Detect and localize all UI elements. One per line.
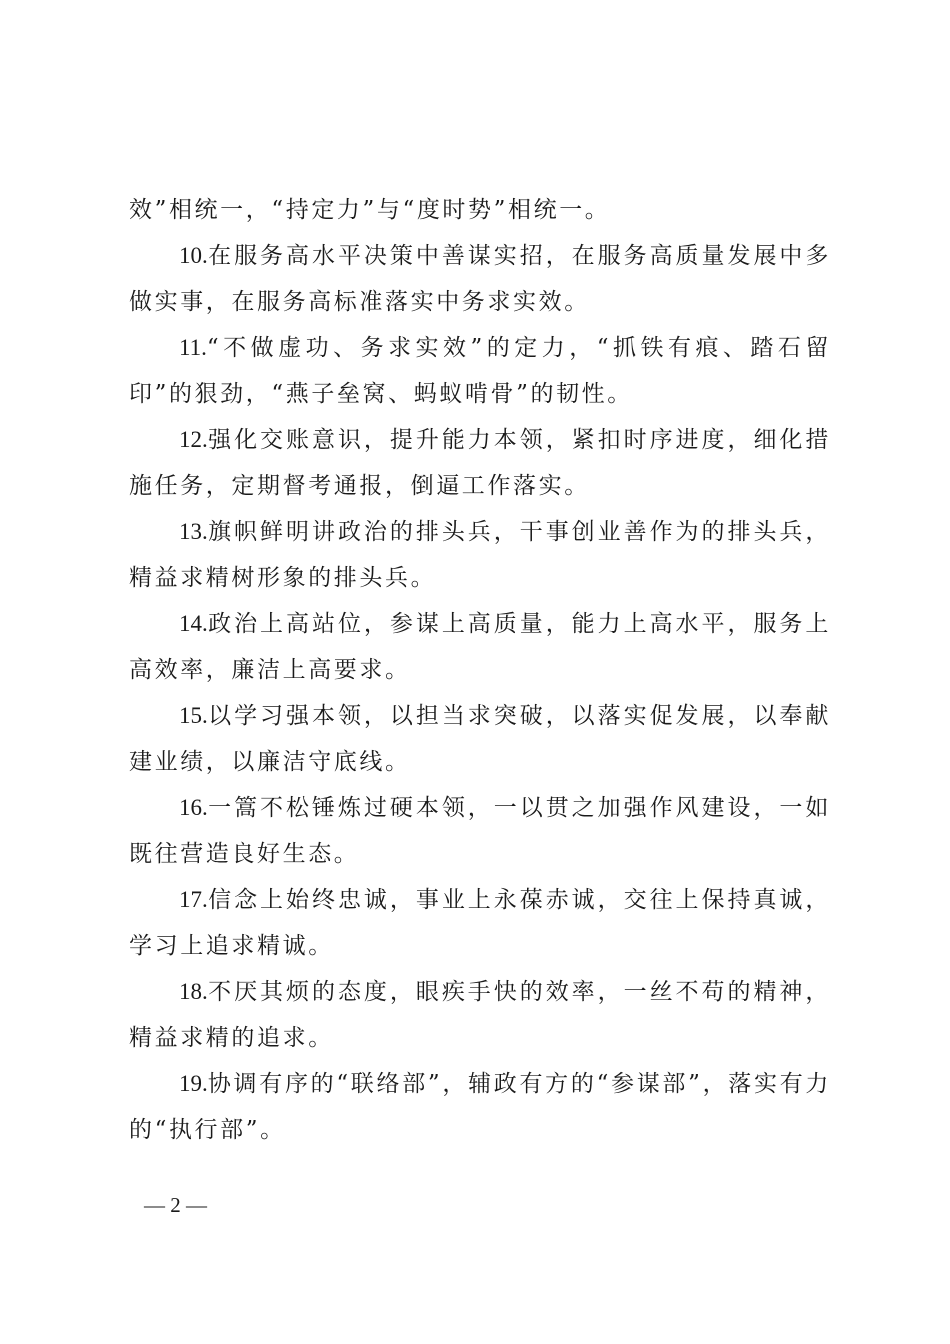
paragraph-number: 15. [179, 703, 208, 728]
paragraph-number: 10. [179, 243, 208, 268]
page-number: — 2 — [144, 1193, 207, 1217]
paragraph-text: 信念上始终忠诚，事业上永葆赤诚，交往上保持真诚，学习上追求精诚。 [129, 887, 831, 959]
paragraph-text: 不厌其烦的态度，眼疾手快的效率，一丝不苟的精神，精益求精的追求。 [129, 979, 831, 1051]
paragraph-text: 旗帜鲜明讲政治的排头兵，干事创业善作为的排头兵，精益求精树形象的排头兵。 [129, 519, 831, 591]
paragraph-10 [129, 233, 831, 325]
paragraph-number: 13. [179, 519, 208, 544]
paragraph-17 [129, 877, 831, 969]
paragraph-text: 以学习强本领，以担当求突破，以落实促发展，以奉献建业绩，以廉洁守底线。 [129, 703, 831, 775]
paragraph-12 [129, 417, 831, 509]
paragraph-number: 12. [179, 427, 208, 452]
paragraph-text: “不做虚功、务求实效”的定力，“抓铁有痕、踏石留印”的狠劲，“燕子垒窝、蚂蚁啃骨”的韧性。 [129, 335, 831, 407]
document-body [129, 187, 831, 1153]
paragraph-19 [129, 1061, 831, 1153]
paragraph-text: 政治上高站位，参谋上高质量，能力上高水平，服务上高效率，廉洁上高要求。 [129, 611, 831, 683]
paragraph-16 [129, 785, 831, 877]
paragraph-number: 18. [179, 979, 208, 1004]
paragraph-13 [129, 509, 831, 601]
paragraph-number: 14. [179, 611, 208, 636]
paragraph-number: 11. [179, 335, 207, 360]
paragraph-15 [129, 693, 831, 785]
paragraph-number: 16. [179, 795, 208, 820]
paragraph-14 [129, 601, 831, 693]
paragraph-continuation [129, 187, 831, 233]
paragraph-number: 19. [179, 1071, 208, 1096]
paragraph-18 [129, 969, 831, 1061]
paragraph-text: 协调有序的“联络部”，辅政有方的“参谋部”，落实有力的“执行部”。 [129, 1071, 831, 1143]
paragraph-text: 在服务高水平决策中善谋实招，在服务高质量发展中多做实事，在服务高标准落实中务求实效。 [129, 243, 831, 315]
paragraph-text: 效”相统一，“持定力”与“度时势”相统一。 [129, 197, 611, 223]
paragraph-11 [129, 325, 831, 417]
paragraph-text: 一篙不松锤炼过硬本领，一以贯之加强作风建设，一如既往营造良好生态。 [129, 795, 831, 867]
paragraph-text: 强化交账意识，提升能力本领，紧扣时序进度，细化措施任务，定期督考通报，倒逼工作落实。 [129, 427, 831, 499]
paragraph-number: 17. [179, 887, 208, 912]
